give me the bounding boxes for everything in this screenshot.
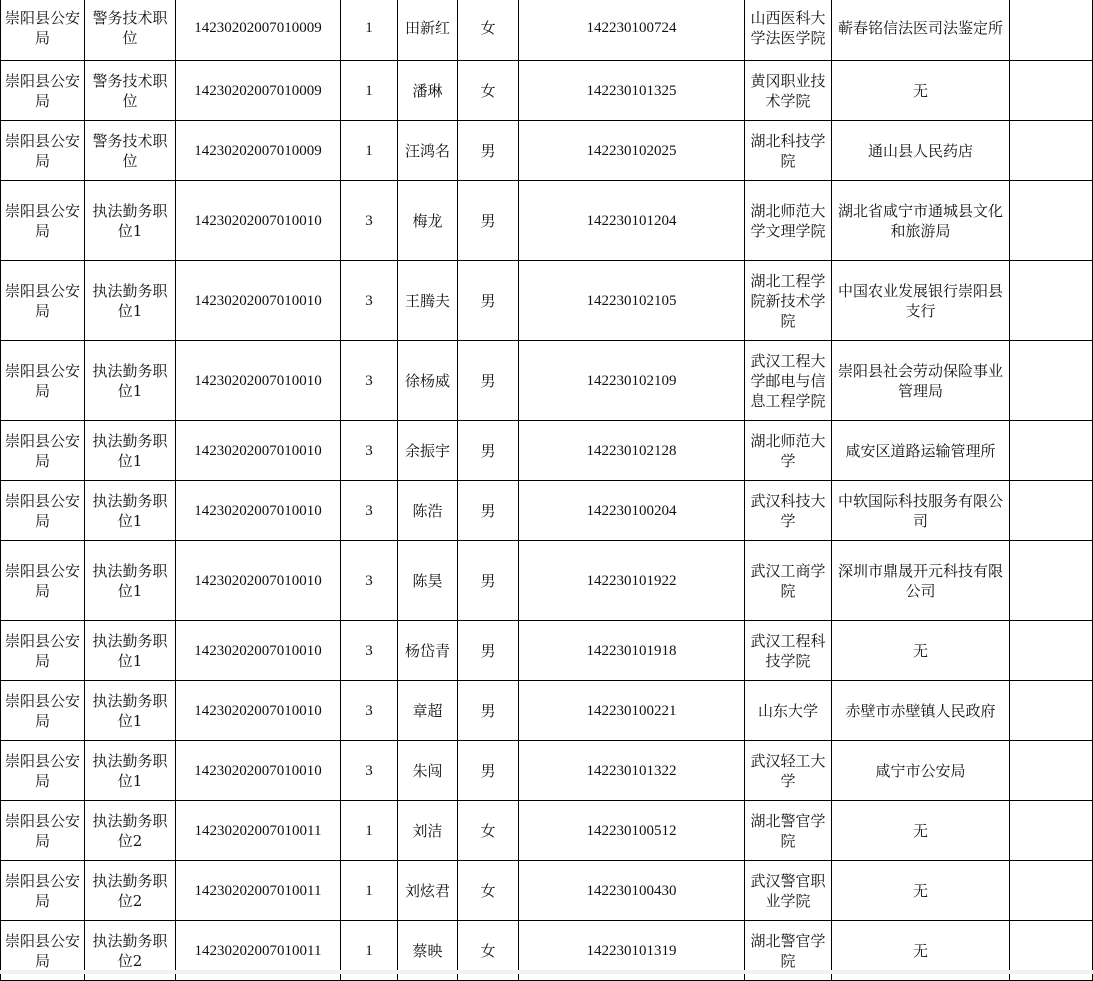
cell-employer: 无: [832, 921, 1010, 981]
cell-school: 武汉工商学院: [745, 541, 832, 621]
cell-school: 武汉轻工大学: [745, 741, 832, 801]
cell-quota: 3: [341, 261, 398, 341]
cell-exam-id: 142230101922: [519, 541, 745, 621]
cell-school: 山西医科大学法医学院: [745, 0, 832, 61]
cell-name: 刘炫君: [398, 861, 458, 921]
cell-employer: 咸宁市公安局: [832, 741, 1010, 801]
cell-gender: 男: [458, 621, 519, 681]
cell-quota: 3: [341, 621, 398, 681]
cell-gender: 女: [458, 861, 519, 921]
cell-unit: 崇阳县公安局: [1, 61, 85, 121]
table-row: [1, 261, 1093, 341]
cell-name: 梅龙: [398, 181, 458, 261]
cell-employer: 中国农业发展银行崇阳县支行: [832, 261, 1010, 341]
cell-position: 执法勤务职位1: [85, 181, 176, 261]
cell-employer: 无: [832, 61, 1010, 121]
cell-employer: 崇阳县社会劳动保险事业管理局: [832, 341, 1010, 421]
cell-remark: [1010, 121, 1093, 181]
cell-position: 执法勤务职位2: [85, 921, 176, 981]
cell-quota: 3: [341, 421, 398, 481]
table-row: [1, 621, 1093, 681]
cell-employer: 蕲春铭信法医司法鉴定所: [832, 0, 1010, 61]
cell-exam-id: 142230102128: [519, 421, 745, 481]
cell-remark: [1010, 421, 1093, 481]
cell-quota: 1: [341, 921, 398, 981]
cell-exam-id: 142230102025: [519, 121, 745, 181]
cell-remark: [1010, 181, 1093, 261]
cell-position: 警务技术职位: [85, 121, 176, 181]
cell-position: 执法勤务职位1: [85, 421, 176, 481]
cell-employer: 无: [832, 621, 1010, 681]
cell-remark: [1010, 541, 1093, 621]
cell-name: 朱闯: [398, 741, 458, 801]
cell-unit: 崇阳县公安局: [1, 0, 85, 61]
cell-quota: 1: [341, 61, 398, 121]
cell-remark: [1010, 741, 1093, 801]
cell-employer: 无: [832, 801, 1010, 861]
cell-unit: 崇阳县公安局: [1, 181, 85, 261]
cell-name: 章超: [398, 681, 458, 741]
table-row: [1, 481, 1093, 541]
cell-position-code: 14230202007010009: [176, 61, 341, 121]
table-row: [1, 741, 1093, 801]
cell-position: 执法勤务职位1: [85, 741, 176, 801]
cell-position-code: 14230202007010011: [176, 801, 341, 861]
cell-employer: 中软国际科技服务有限公司: [832, 481, 1010, 541]
cell-employer: 通山县人民药店: [832, 121, 1010, 181]
cell-employer: 赤壁市赤壁镇人民政府: [832, 681, 1010, 741]
cell-position-code: 14230202007010010: [176, 421, 341, 481]
cell-unit: 崇阳县公安局: [1, 541, 85, 621]
cell-remark: [1010, 341, 1093, 421]
cell-quota: 1: [341, 861, 398, 921]
cell-school: 武汉工程大学邮电与信息工程学院: [745, 341, 832, 421]
table-row: [1, 861, 1093, 921]
cell-position-code: 14230202007010010: [176, 681, 341, 741]
cell-position: 警务技术职位: [85, 0, 176, 61]
cell-position-code: 14230202007010009: [176, 0, 341, 61]
cell-school: 黄冈职业技术学院: [745, 61, 832, 121]
cell-gender: 男: [458, 121, 519, 181]
cell-unit: 崇阳县公安局: [1, 741, 85, 801]
cell-exam-id: 142230101204: [519, 181, 745, 261]
cell-gender: 男: [458, 681, 519, 741]
cell-exam-id: 142230101319: [519, 921, 745, 981]
cell-unit: 崇阳县公安局: [1, 801, 85, 861]
cell-school: 湖北警官学院: [745, 801, 832, 861]
cell-gender: 男: [458, 341, 519, 421]
table-row: [1, 681, 1093, 741]
cell-exam-id: 142230100724: [519, 0, 745, 61]
cell-name: 余振宇: [398, 421, 458, 481]
cell-position-code: 14230202007010010: [176, 481, 341, 541]
cell-gender: 男: [458, 261, 519, 341]
cell-school: 山东大学: [745, 681, 832, 741]
cell-remark: [1010, 481, 1093, 541]
cell-exam-id: 142230100430: [519, 861, 745, 921]
cell-name: 杨岱青: [398, 621, 458, 681]
cell-quota: 3: [341, 681, 398, 741]
cell-unit: 崇阳县公安局: [1, 121, 85, 181]
cell-quota: 1: [341, 0, 398, 61]
cell-gender: 女: [458, 0, 519, 61]
cell-remark: [1010, 861, 1093, 921]
cell-quota: 3: [341, 181, 398, 261]
cell-exam-id: 142230102109: [519, 341, 745, 421]
cell-unit: 崇阳县公安局: [1, 681, 85, 741]
cell-position-code: 14230202007010010: [176, 181, 341, 261]
cell-exam-id: 142230101918: [519, 621, 745, 681]
cell-name: 陈浩: [398, 481, 458, 541]
cell-position-code: 14230202007010010: [176, 621, 341, 681]
cell-school: 湖北工程学院新技术学院: [745, 261, 832, 341]
cell-exam-id: 142230100204: [519, 481, 745, 541]
cell-position-code: 14230202007010010: [176, 741, 341, 801]
cell-name: 潘琳: [398, 61, 458, 121]
cell-employer: 湖北省咸宁市通城县文化和旅游局: [832, 181, 1010, 261]
cell-unit: 崇阳县公安局: [1, 921, 85, 981]
cell-position-code: 14230202007010011: [176, 861, 341, 921]
cell-name: 汪鸿名: [398, 121, 458, 181]
cell-school: 武汉警官职业学院: [745, 861, 832, 921]
cell-quota: 3: [341, 481, 398, 541]
cell-quota: 3: [341, 741, 398, 801]
cell-school: 湖北师范大学文理学院: [745, 181, 832, 261]
cell-name: 田新红: [398, 0, 458, 61]
cell-school: 武汉工程科技学院: [745, 621, 832, 681]
bottom-strip: [0, 970, 1093, 974]
cell-position: 执法勤务职位2: [85, 861, 176, 921]
cell-position-code: 14230202007010009: [176, 121, 341, 181]
cell-unit: 崇阳县公安局: [1, 621, 85, 681]
cell-exam-id: 142230100221: [519, 681, 745, 741]
table-row: [1, 421, 1093, 481]
cell-position: 执法勤务职位1: [85, 681, 176, 741]
cell-gender: 女: [458, 921, 519, 981]
cell-position: 警务技术职位: [85, 61, 176, 121]
cell-gender: 男: [458, 181, 519, 261]
cell-quota: 1: [341, 121, 398, 181]
cell-exam-id: 142230100512: [519, 801, 745, 861]
cell-position: 执法勤务职位1: [85, 621, 176, 681]
cell-position: 执法勤务职位2: [85, 801, 176, 861]
cell-quota: 3: [341, 341, 398, 421]
cell-position: 执法勤务职位1: [85, 341, 176, 421]
cell-gender: 男: [458, 741, 519, 801]
cell-position-code: 14230202007010011: [176, 921, 341, 981]
cell-remark: [1010, 0, 1093, 61]
cell-name: 王腾夫: [398, 261, 458, 341]
cell-gender: 男: [458, 541, 519, 621]
cell-quota: 1: [341, 801, 398, 861]
cell-remark: [1010, 801, 1093, 861]
cell-name: 刘洁: [398, 801, 458, 861]
cell-exam-id: 142230101322: [519, 741, 745, 801]
table-row: [1, 341, 1093, 421]
cell-unit: 崇阳县公安局: [1, 481, 85, 541]
cell-school: 湖北师范大学: [745, 421, 832, 481]
cell-school: 湖北科技学院: [745, 121, 832, 181]
cell-position-code: 14230202007010010: [176, 261, 341, 341]
cell-quota: 3: [341, 541, 398, 621]
table-row: [1, 121, 1093, 181]
table-row: [1, 181, 1093, 261]
cell-unit: 崇阳县公安局: [1, 861, 85, 921]
cell-gender: 男: [458, 421, 519, 481]
cell-gender: 男: [458, 481, 519, 541]
table-row: [1, 61, 1093, 121]
cell-exam-id: 142230102105: [519, 261, 745, 341]
cell-position-code: 14230202007010010: [176, 541, 341, 621]
table-row: [1, 801, 1093, 861]
cell-gender: 女: [458, 61, 519, 121]
cell-remark: [1010, 261, 1093, 341]
cell-position: 执法勤务职位1: [85, 541, 176, 621]
cell-unit: 崇阳县公安局: [1, 261, 85, 341]
cell-school: 湖北警官学院: [745, 921, 832, 981]
cell-employer: 咸安区道路运输管理所: [832, 421, 1010, 481]
table-row: [1, 0, 1093, 61]
cell-position-code: 14230202007010010: [176, 341, 341, 421]
cell-name: 陈昊: [398, 541, 458, 621]
cell-unit: 崇阳县公安局: [1, 421, 85, 481]
cell-gender: 女: [458, 801, 519, 861]
cell-remark: [1010, 61, 1093, 121]
table-body: [1, 0, 1093, 981]
cell-school: 武汉科技大学: [745, 481, 832, 541]
cell-name: 蔡映: [398, 921, 458, 981]
cell-name: 徐杨威: [398, 341, 458, 421]
cell-remark: [1010, 621, 1093, 681]
cell-position: 执法勤务职位1: [85, 261, 176, 341]
cell-remark: [1010, 681, 1093, 741]
cell-unit: 崇阳县公安局: [1, 341, 85, 421]
cell-exam-id: 142230101325: [519, 61, 745, 121]
cell-position: 执法勤务职位1: [85, 481, 176, 541]
cell-employer: 无: [832, 861, 1010, 921]
cell-employer: 深圳市鼎晟开元科技有限公司: [832, 541, 1010, 621]
table-row: [1, 541, 1093, 621]
